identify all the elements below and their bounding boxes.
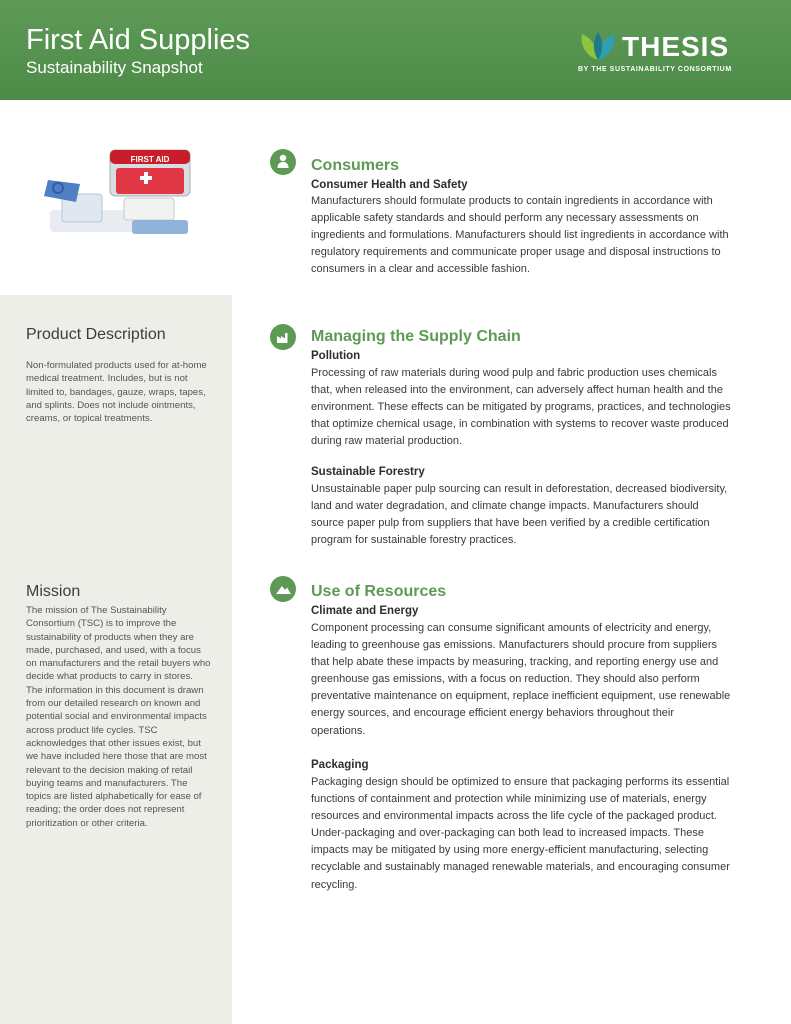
subtitle-pollution: Pollution	[311, 350, 361, 362]
mission-text: The mission of The Sustainability Consortium (TSC) is to improve the sustainability of products when they are made, purchased, and used, with a focus on manufacturers and the retail buyers who decide what products to carry in stores. The information in this document is drawn from our detailed research on known and potential social and environmental impacts across product life cycles. TSC acknowledges that other issues exist, but we have included here those that are most relevant to the decision making of retail buying teams and manufacturers. The topics are listed alphabetically for ease of reading; the order does not represent prioritization or other criteria.	[26, 605, 211, 829]
subtitle-climate-energy: Climate and Energy	[311, 605, 419, 617]
subtitle-consumer-health: Consumer Health and Safety	[311, 179, 468, 191]
section-title-resources: Use of Resources	[311, 583, 447, 600]
text-climate-energy: Component processing can consume significant amounts of electricity and energy, leading to greenhouse gas emissions. Manufacturers should procure from suppliers that help abate these impacts by measuring, tracking, and reporting energy use and greenhouse gas emissions, with a focus on reduction. They should also perform preventative maintenance on equipment, replace inefficient equipment, use renewable energy sources, and encourage efficient energy behaviors throughout their operations.	[311, 622, 731, 737]
text-packaging: Packaging design should be optimized to ensure that packaging performs its essential functions of containment and protection while minimizing use of materials, energy resources and environmental impacts across the life cycle of the packaged product. Under-packaging and over-packaging can both lead to increased impacts. These impacts may be mitigated by using more energy-efficient manufacturing, selecting recyclable and sustainably managed renewable materials, and encouraging consumer recycling.	[311, 776, 730, 891]
product-description-heading: Product Description	[26, 326, 166, 343]
thesis-logo	[576, 30, 746, 80]
kit-label: FIRST AID	[130, 155, 170, 164]
logo-wordmark: THESIS	[622, 31, 730, 62]
mission-heading: Mission	[26, 583, 81, 600]
section-title-consumers: Consumers	[311, 157, 400, 174]
factory-icon	[270, 324, 296, 350]
logo-tagline: BY THE SUSTAINABILITY CONSORTIUM	[578, 66, 732, 73]
first-aid-kit-image	[40, 140, 200, 245]
text-pollution: Processing of raw materials during wood pulp and fabric production uses chemicals that, when released into the environment, can adversely affect human health and the environment. These effects can be mitigated by programs, practices, and technologies that optimize chemical usage, in combination with systems to recover waste produced during raw material production.	[311, 367, 731, 448]
header-banner	[0, 0, 791, 100]
section-title-supply-chain: Managing the Supply Chain	[311, 328, 521, 345]
text-sustainable-forestry: Unsustainable paper pulp sourcing can result in deforestation, decreased biodiversity, land and water degradation, and climate change impacts. Manufacturers should source paper pulp from suppliers that have been verified by a credible certification program for sustainable forestry practices.	[311, 483, 728, 547]
subtitle-packaging: Packaging	[311, 759, 369, 771]
leaf-logo-icon	[576, 30, 620, 64]
subtitle-sustainable-forestry: Sustainable Forestry	[311, 466, 425, 478]
mountain-icon	[270, 576, 296, 602]
page-subtitle: Sustainability Snapshot	[26, 58, 203, 77]
person-icon	[270, 149, 296, 175]
product-description-text: Non-formulated products used for at-home medical treatment. Includes, but is not limited to, bandages, gauze, wraps, tapes, and splints. Does not include ointments, creams, or topical treatments.	[26, 360, 207, 425]
text-consumer-health: Manufacturers should formulate products to contain ingredients in accordance with applicable safety standards and should perform any necessary assessments on ingredients and formulations. Manufacturers should list ingredients in accordance with regulatory requirements and communicate proper usage and disposal instructions to consumers in a clear and accessible fashion.	[311, 195, 729, 276]
page-title: First Aid Supplies	[26, 24, 251, 56]
